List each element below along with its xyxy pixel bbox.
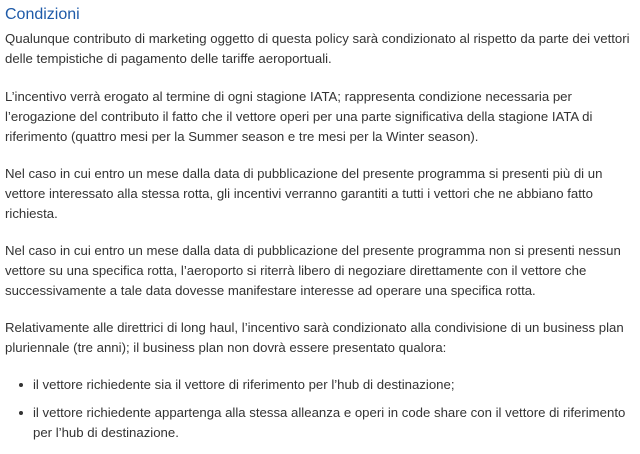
exemption-list — [5, 375, 637, 443]
paragraph-iata-season: L’incentivo verrà erogato al termine di ogni stagione IATA; rappresenta condizione necessaria per l’erogazione del contributo il fatto che il vettore operi per una parte significativa della stagione IATA di riferimento (quattro mesi per la Summer season e tre mesi per la Winter season). — [5, 89, 593, 144]
list-item — [5, 403, 637, 443]
list-item-text: il vettore richiedente sia il vettore di riferimento per l’hub di destinazione; — [33, 377, 455, 392]
section-title: Condizioni — [5, 6, 80, 23]
paragraph-payment-terms: Qualunque contributo di marketing oggetto di questa policy sarà condizionato al rispetto da parte dei vettori delle tempistiche di pagamento delle tariffe aeroportuali. — [5, 31, 630, 66]
list-item-text: il vettore richiedente appartenga alla stessa alleanza e operi in code share con il vettore di riferimento per l’hub di destinazione. — [33, 405, 626, 440]
list-item — [5, 375, 637, 395]
conditions-section — [5, 5, 637, 451]
paragraph-no-carrier: Nel caso in cui entro un mese dalla data di pubblicazione del presente programma non si presenti nessun vettore su una specifica rotta, l’aeroporto si riterrà libero di negoziare direttamente con il vettore che successivamente a tale data dovesse manifestare interesse ad operare una specifica rotta. — [5, 243, 621, 298]
bullet-icon — [19, 383, 23, 387]
bullet-icon — [19, 411, 23, 415]
paragraph-multiple-carriers: Nel caso in cui entro un mese dalla data di pubblicazione del presente programma si presenti più di un vettore interessato alla stessa rotta, gli incentivi verranno garantiti a tutti i vettori che ne abbiano fatto richiesta. — [5, 166, 603, 221]
paragraph-long-haul: Relativamente alle direttrici di long haul, l’incentivo sarà condizionato alla condivisione di un business plan pluriennale (tre anni); il business plan non dovrà essere presentato qualora: — [5, 320, 624, 355]
